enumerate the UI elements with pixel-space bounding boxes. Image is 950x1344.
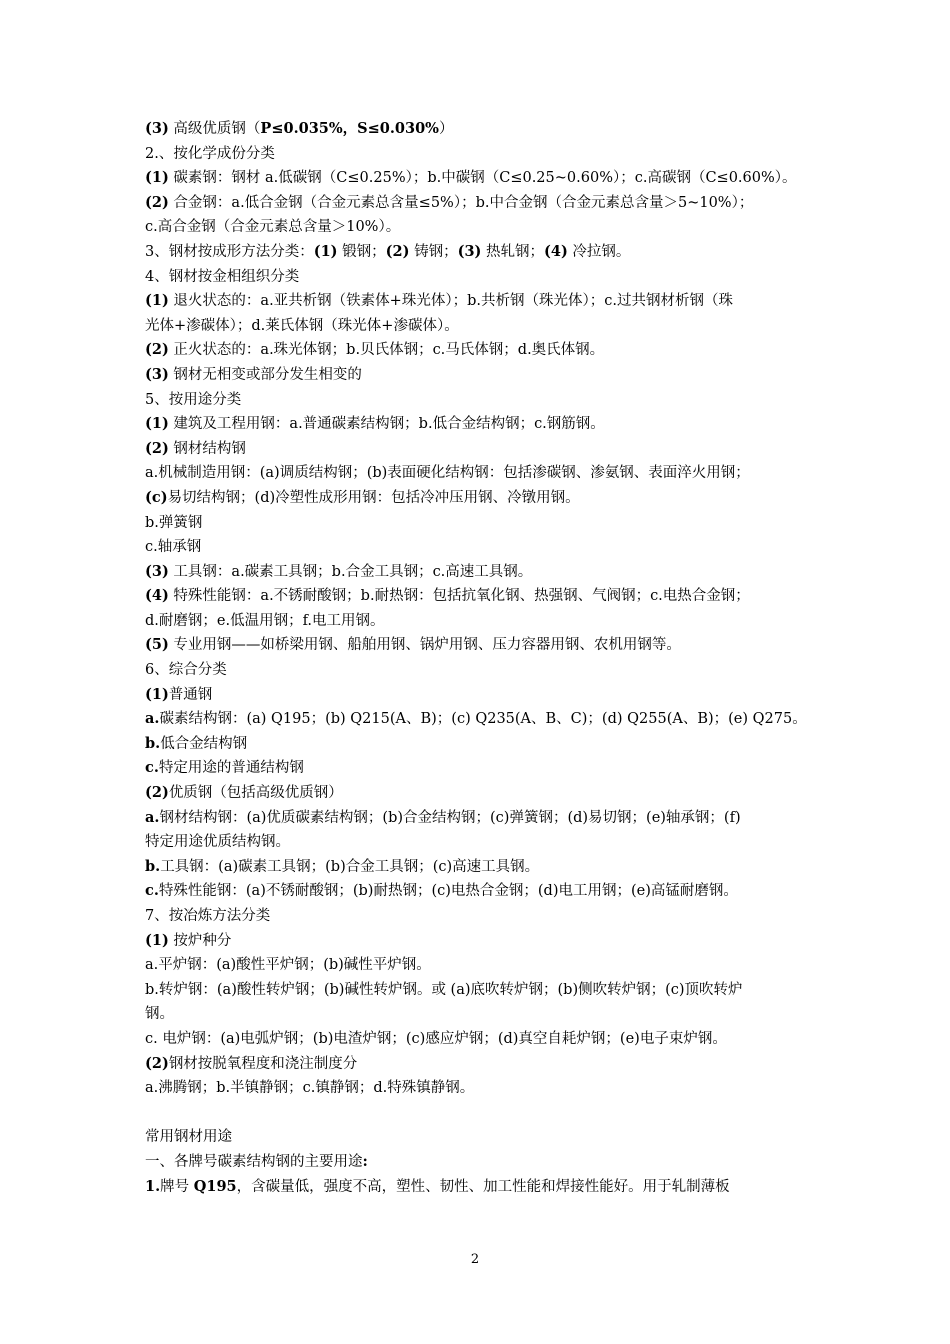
text-segment: 5、按用途分类 <box>145 391 242 408</box>
bold-segment: (2) <box>145 341 169 359</box>
text-line <box>145 535 810 560</box>
bold-segment: (4) <box>145 587 169 605</box>
text-line <box>145 388 810 413</box>
text-segment: 冷拉钢。 <box>567 243 631 260</box>
text-segment: 专业用钢——如桥梁用钢、船舶用钢、锅炉用钢、压力容器用钢、农机用钢等。 <box>168 637 681 654</box>
text-segment: d.耐磨钢；e.低温用钢；f.电工用钢。 <box>145 612 385 629</box>
text-line <box>145 1175 810 1200</box>
text-line <box>145 584 810 609</box>
text-segment: 合金钢：a.低合金钢（合金元素总含量≤5%）；b.中合金钢（合金元素总含量＞5~10%）； <box>168 194 754 211</box>
text-segment: a.机械制造用钢：(a)调质结构钢；(b)表面硬化结构钢：包括渗碳钢、渗氨钢、表面淬火用钢； <box>145 465 750 482</box>
bold-segment: Q195 <box>193 1177 237 1195</box>
text-segment: 普通钢 <box>168 686 213 703</box>
text-line <box>145 978 810 1003</box>
text-line <box>145 1052 810 1077</box>
text-segment: 铸钢； <box>409 243 458 260</box>
bold-segment: (c) <box>145 488 168 506</box>
text-line <box>145 732 810 757</box>
text-segment: 一、各牌号碳素结构钢的主要用途 <box>145 1153 363 1170</box>
text-line <box>145 215 810 240</box>
text-line <box>145 953 810 978</box>
bold-segment: (5) <box>145 636 169 654</box>
bold-segment: (3) <box>457 242 482 260</box>
text-line <box>145 830 810 855</box>
text-segment: 退火状态的：a.亚共析钢（铁素体+珠光体）；b.共析钢（珠光体）；c.过共钢材析钢（珠 <box>168 293 733 310</box>
text-segment: 钢材无相变或部分发生相变的 <box>168 366 362 383</box>
bold-segment: b. <box>145 857 161 875</box>
text-segment: 钢材结构钢：(a)优质碳素结构钢；(b)合金结构钢；(c)弹簧钢；(d)易切钢；(e)轴承钢；(f) <box>159 809 741 826</box>
bold-segment: (1) <box>145 169 169 187</box>
text-segment: c.高合金钢（合金元素总含量＞10%）。 <box>145 219 401 236</box>
bold-segment: a. <box>145 710 160 728</box>
bold-segment: c. <box>145 882 159 900</box>
text-segment: 特定用途优质结构钢。 <box>145 834 290 851</box>
text-line <box>145 486 810 511</box>
text-line <box>145 683 810 708</box>
text-line <box>145 338 810 363</box>
text-segment: b.弹簧钢 <box>145 514 203 531</box>
bold-segment: P≤0.035%，S≤0.030% <box>260 120 439 137</box>
text-segment: ，含碳量低，强度不高，塑性、韧性、加工性能和焊接性能好。用于轧制薄板 <box>236 1178 730 1195</box>
text-line <box>145 1027 810 1052</box>
text-line <box>145 363 810 388</box>
bold-segment: 1. <box>145 1177 161 1195</box>
text-line <box>145 855 810 880</box>
text-segment: 钢材按脱氧程度和浇注制度分 <box>168 1055 358 1072</box>
text-segment: 7、按冶炼方法分类 <box>145 908 271 924</box>
text-segment: c.轴承钢 <box>145 539 202 556</box>
bold-segment: (1) <box>145 415 169 433</box>
text-line <box>145 1125 810 1150</box>
text-line <box>145 437 810 462</box>
text-line <box>145 1002 810 1027</box>
text-segment: 4、钢材按金相组织分类 <box>145 268 300 285</box>
text-line <box>145 609 810 634</box>
text-line <box>145 191 810 216</box>
text-line <box>145 879 810 904</box>
text-line <box>145 929 810 954</box>
text-segment: 特殊性能钢：(a)不锈耐酸钢；(b)耐热钢；(c)电热合金钢；(d)电工用钢；(e)高锰耐磨钢。 <box>158 883 738 900</box>
text-segment: 特殊性能钢：a.不锈耐酸钢；b.耐热钢：包括抗氧化钢、热强钢、气阀钢；c.电热合金钢； <box>168 588 750 605</box>
body-text <box>145 117 810 1199</box>
text-line <box>145 806 810 831</box>
text-line <box>145 117 810 142</box>
text-segment: c. 电炉钢：(a)电弧炉钢；(b)电渣炉钢；(c)感应炉钢；(d)真空自耗炉钢；(e)电子束炉钢。 <box>145 1030 727 1047</box>
text-segment: 工具钢：(a)碳素工具钢；(b)合金工具钢；(c)高速工具钢。 <box>160 858 540 875</box>
text-segment: 常用钢材用途 <box>145 1129 232 1146</box>
text-segment: 光体+渗碳体）；d.莱氏体钢（珠光体+渗碳体）。 <box>145 317 459 334</box>
text-segment: 工具钢：a.碳素工具钢；b.合金工具钢；c.高速工具钢。 <box>168 563 533 580</box>
text-segment: ） <box>438 121 454 137</box>
bold-segment: a. <box>145 808 160 826</box>
text-line <box>145 265 810 290</box>
text-segment: 碳素结构钢：(a) Q195；(b) Q215(A、B)；(c) Q235(A、B、C)；(d) Q255(A、B)；(e) Q275。 <box>159 711 807 728</box>
text-segment: 特定用途的普通结构钢 <box>158 760 304 777</box>
text-segment: 建筑及工程用钢：a.普通碳素结构钢；b.低合金结构钢；c.钢筋钢。 <box>168 416 605 433</box>
bold-segment: c. <box>145 759 159 777</box>
blank-line <box>145 1101 810 1126</box>
text-line <box>145 461 810 486</box>
text-line <box>145 781 810 806</box>
bold-segment: (3) <box>145 562 169 580</box>
bold-segment: (1) <box>313 242 338 260</box>
bold-segment: (2) <box>145 1054 169 1072</box>
text-segment: 钢。 <box>145 1006 174 1023</box>
text-segment: 6、综合分类 <box>145 662 227 679</box>
text-segment: 按炉种分 <box>168 932 232 949</box>
text-line <box>145 240 810 265</box>
text-line <box>145 289 810 314</box>
text-line <box>145 633 810 658</box>
text-line <box>145 511 810 536</box>
bold-segment: b. <box>145 734 161 752</box>
text-line <box>145 1150 810 1175</box>
bold-segment: (2) <box>145 439 169 457</box>
text-line <box>145 560 810 585</box>
text-segment: a.平炉钢：(a)酸性平炉钢；(b)碱性平炉钢。 <box>145 957 431 974</box>
text-segment: 锻钢； <box>337 243 386 260</box>
text-segment: a.沸腾钢；b.半镇静钢；c.镇静钢；d.特殊镇静钢。 <box>145 1080 475 1097</box>
bold-segment: (3) <box>145 365 169 383</box>
text-line <box>145 142 810 167</box>
text-segment: 低合金结构钢 <box>160 735 248 752</box>
bold-segment: : <box>362 1152 368 1170</box>
text-line <box>145 166 810 191</box>
page-number: 2 <box>470 1252 480 1267</box>
text-segment: 牌号 <box>160 1178 194 1195</box>
bold-segment: (1) <box>145 292 169 310</box>
text-segment: 钢材结构钢 <box>168 440 246 457</box>
bold-segment: (3) <box>145 120 169 137</box>
text-segment: 碳素钢：钢材 a.低碳钢（C≤0.25%）；b.中碳钢（C≤0.25~0.60%）；c.高碳钢（C≤0.60%）。 <box>168 170 797 187</box>
text-line <box>145 658 810 683</box>
bold-segment: (2) <box>385 242 410 260</box>
bold-segment: (4) <box>544 242 568 260</box>
text-segment: b.转炉钢：(a)酸性转炉钢；(b)碱性转炉钢。或 (a)底吹转炉钢；(b)侧吹转炉钢；(c)顶吹转炉 <box>145 981 743 998</box>
text-line <box>145 707 810 732</box>
text-segment: 2.、按化学成份分类 <box>145 145 275 162</box>
text-line <box>145 412 810 437</box>
text-line <box>145 756 810 781</box>
text-line <box>145 314 810 339</box>
text-segment: 易切结构钢；(d)冷塑性成形用钢：包括冷冲压用钢、冷镦用钢。 <box>167 489 580 506</box>
text-segment: 优质钢（包括高级优质钢） <box>168 785 343 802</box>
text-segment: 高级优质钢（ <box>168 121 261 137</box>
text-segment: 正火状态的：a.珠光体钢；b.贝氏体钢；c.马氏体钢；d.奥氏体钢。 <box>168 342 605 359</box>
bold-segment: (1) <box>145 931 169 949</box>
text-segment: 3、钢材按成形方法分类： <box>145 243 314 260</box>
bold-segment: (1) <box>145 685 169 703</box>
text-line <box>145 1076 810 1101</box>
text-line <box>145 904 810 929</box>
text-segment: 热轧钢； <box>481 243 544 260</box>
bold-segment: (2) <box>145 784 169 802</box>
bold-segment: (2) <box>145 193 169 211</box>
